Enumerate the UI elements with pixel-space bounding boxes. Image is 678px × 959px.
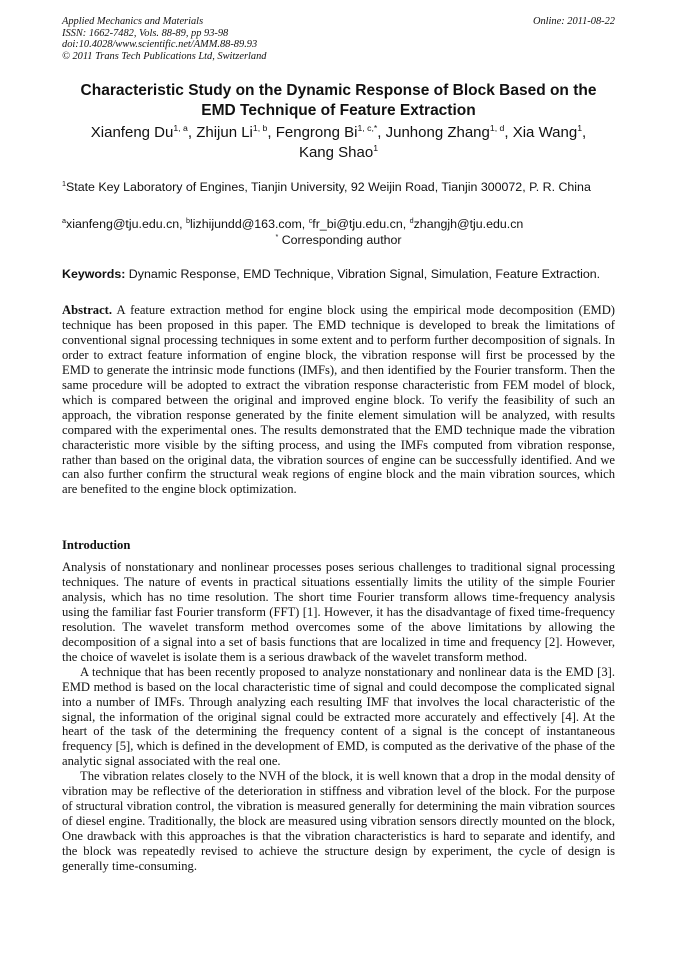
author-affiliation-mark: 1, a xyxy=(173,123,188,134)
email-link[interactable]: fr_bi@tju.edu.cn, xyxy=(312,217,410,231)
author: Xia Wang xyxy=(512,124,578,141)
email-link[interactable]: zhangjh@tju.edu.cn xyxy=(413,217,524,231)
author-affiliation-mark: 1 xyxy=(373,143,379,154)
author: Zhijun Li xyxy=(196,124,253,141)
introduction-body xyxy=(62,560,615,874)
affiliation xyxy=(62,180,622,195)
author-affiliation-mark: 1, c,* xyxy=(357,123,378,134)
abstract xyxy=(62,303,615,497)
keywords-label: Keywords: xyxy=(62,267,126,281)
paper-title: Characteristic Study on the Dynamic Response of Block Based on the EMD Technique of Feature Extraction xyxy=(80,82,597,119)
email-mark: d xyxy=(409,216,414,226)
author: Xianfeng Du xyxy=(90,124,174,141)
email-mark: c xyxy=(308,216,313,226)
author: Junhong Zhang xyxy=(385,124,490,141)
paragraph: A technique that has been recently proposed to analyze nonstationary and nonlinear data is the EMD [3]. EMD method is based on the local characteristic time of signal and could decompose the complicated signal into a number of IMFs. Through analyzing each resulting IMF that involves the local characteristic of the signal, the information of the original signal could be extracted more accurately and effectively [4]. At the heart of the task of the determining the frequency content of a signal is the concept of instantaneous frequency [5], which is defined in the development of EMD, is computed as the derivative of the phase of the analytic signal associated with the real one. xyxy=(62,664,615,769)
keywords xyxy=(62,267,622,282)
email-mark: b xyxy=(186,216,191,226)
journal-issn: ISSN: 1662-7482, Vols. 88-89, pp 93-98 xyxy=(62,27,229,39)
journal-name: Applied Mechanics and Materials xyxy=(62,16,204,27)
author: Fengrong Bi xyxy=(275,124,358,141)
author-affiliation-mark: 1, b xyxy=(252,123,268,134)
keywords-text: Dynamic Response, EMD Technique, Vibration Signal, Simulation, Feature Extraction. xyxy=(125,267,601,281)
email-mark: a xyxy=(62,216,66,226)
author: Kang Shao xyxy=(298,144,374,161)
email-link[interactable]: xianfeng@tju.edu.cn, xyxy=(66,217,187,231)
affiliation-text: State Key Laboratory of Engines, Tianjin University, 92 Weijin Road, Tianjin 300072, P. R. China xyxy=(66,180,591,194)
paragraph: The vibration relates closely to the NVH of the block, it is well known that a drop in the modal density of vibration may be reflective of the deterioration in stiffness and vibration level of the block. For the purpose of structural vibration control, the vibration is measured generally for determining the main vibration sources of diesel engine. Traditionally, the block are measured using vibration sensors directly mounted on the block, One drawback with this approaches is that the vibration characteristics is hard to separate and identify, and the block was repeatedly revised to achieve the structure design by experiment, the cycle of design is generally time-consuming. xyxy=(62,769,615,874)
paragraph: Analysis of nonstationary and nonlinear processes poses serious challenges to traditional signal processing techniques. The nature of events in practical situations essentially limits the utility of the simple Fourier analysis, which has no time resolution. The short time Fourier transform allows time-frequency analysis using the familiar fast Fourier transform (FFT) [1]. However, it has the disadvantage of fixed time-frequency resolution. The wavelet transform method overcomes some of the above limitations by allowing the decomposition of a signal into a set of basis functions that are localized in time and frequency [2]. However, the choice of wavelet is isolate them is a serious drawback of the wavelet transform method. xyxy=(62,560,615,664)
journal-copyright: © 2011 Trans Tech Publications Ltd, Switzerland xyxy=(62,50,267,62)
section-heading: Introduction xyxy=(62,538,131,552)
corresponding-text: Corresponding author xyxy=(278,233,402,247)
corresponding-mark: * xyxy=(275,232,279,242)
journal-doi: doi:10.4028/www.scientific.net/AMM.88-89.93 xyxy=(62,39,258,51)
affiliation-mark: 1 xyxy=(62,179,66,189)
email-link[interactable]: lizhijundd@163.com, xyxy=(190,217,309,231)
author-affiliation-mark: 1, d xyxy=(489,123,505,134)
corresponding-author-note xyxy=(62,233,615,248)
abstract-label: Abstract. xyxy=(62,303,113,317)
author-affiliation-mark: 1 xyxy=(577,123,583,134)
email-list xyxy=(62,217,622,232)
online-date: Online: 2011-08-22 xyxy=(532,16,615,27)
abstract-text: A feature extraction method for engine block using the empirical mode decomposition (EMD) technique has been proposed in this paper. The EMD technique is developed to break the limitations of conventional signal processing techniques in some extent and to perform further decomposition of signals. In order to extract feature information of engine block, the vibration response will first be processed by the EMD to generate the intrinsic mode functions (IMFs), and then identified by the Fourier transform. Then the same procedure will be adopted to extract the vibration response characteristic from FEM model of block, which is compared between the original and improved engine block. To verify the feasibility of such an approach, the vibration response generated by the finite element simulation will be analyzed, with results compared with the experimental ones. The results demonstrated that the EMD technique made the vibration characteristic more visible by the sifting process, and using the IMFs computed from vibration response, rather than based on the original data, the vibration sources of engine can be successfully identified. And we can also further confirm the structural weak regions of engine block and the main vibration sources, which are benefited to the engine block optimization. xyxy=(62,303,615,497)
journal-header xyxy=(62,16,622,62)
author-list: Xianfeng Du$^{1, a}$, Zhijun Li$^{1, b}$, Fengrong $Bi^{1, c,*}$, Junhong Zhang$^{1, d}$, Xia Wang$^1$, Kang Shao$^1$ xyxy=(90,123,587,161)
